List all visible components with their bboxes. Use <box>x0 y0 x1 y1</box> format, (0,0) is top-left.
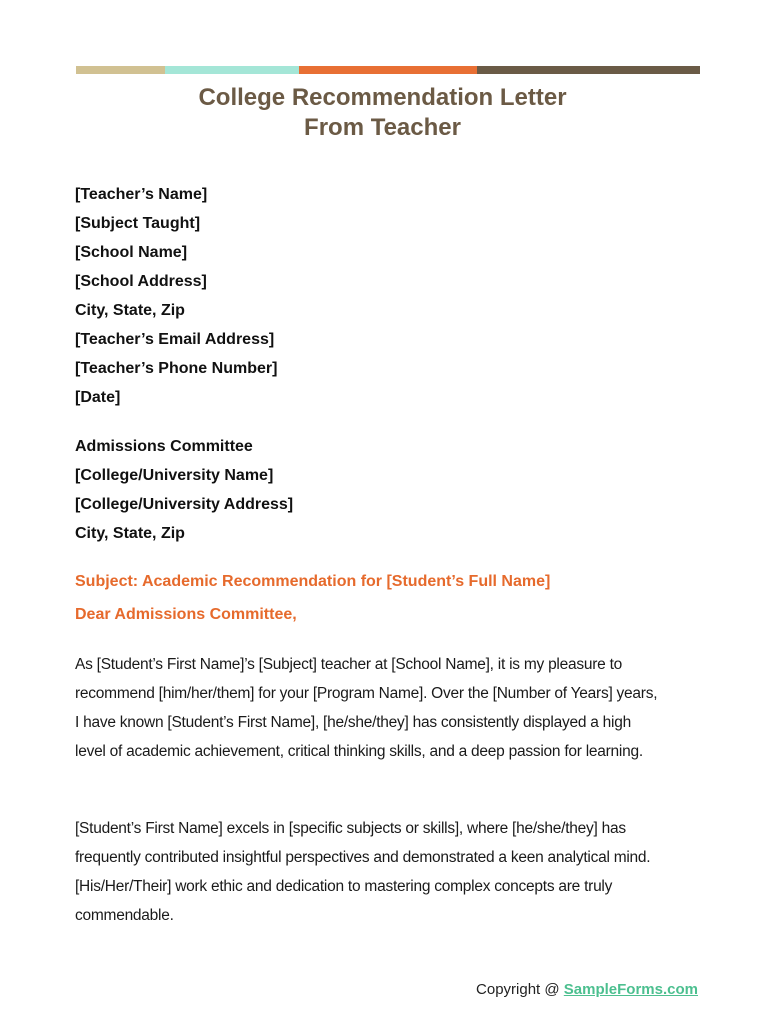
color-bar-segment-tan <box>76 66 165 74</box>
paragraph-line: I have known [Student’s First Name], [he/she/they] has consistently displayed a high <box>75 714 631 731</box>
paragraph-line: level of academic achievement, critical thinking skills, and a deep passion for learning. <box>75 743 643 760</box>
paragraph-line: As [Student’s First Name]’s [Subject] teacher at [School Name], it is my pleasure to <box>75 656 623 673</box>
teacher-name: [Teacher’s Name] <box>75 186 208 203</box>
paragraph-line: recommend [him/her/them] for your [Program Name]. Over the [Number of Years] years, <box>75 685 658 702</box>
paragraph-line: [Student’s First Name] excels in [specific subjects or skills], where [he/she/they] has <box>75 820 626 837</box>
letter-date: [Date] <box>75 389 121 406</box>
subject-line: Subject: Academic Recommendation for [Student’s Full Name] <box>75 573 551 590</box>
decorative-color-bar <box>76 66 700 74</box>
copyright-footer <box>476 979 698 1001</box>
paragraph-line: frequently contributed insightful perspectives and demonstrated a keen analytical mind. <box>75 849 651 866</box>
salutation: Dear Admissions Committee, <box>75 606 297 623</box>
college-name: [College/University Name] <box>75 467 274 484</box>
paragraph-line: [His/Her/Their] work ethic and dedication to mastering complex concepts are truly <box>75 878 613 895</box>
paragraph-line: commendable. <box>75 907 174 924</box>
body-paragraph-2 <box>75 814 705 930</box>
title-line-1: College Recommendation Letter <box>198 84 567 111</box>
sender-city-state-zip: City, State, Zip <box>75 302 185 319</box>
sender-address-block <box>75 180 277 412</box>
school-name: [School Name] <box>75 244 188 261</box>
color-bar-segment-orange <box>299 66 477 74</box>
recipient-address-block <box>75 432 293 548</box>
color-bar-segment-brown <box>477 66 700 74</box>
title-line-2: From Teacher <box>304 114 461 141</box>
sampleforms-link[interactable]: SampleForms.com <box>563 981 698 998</box>
recipient-committee: Admissions Committee <box>75 438 253 455</box>
subject-taught: [Subject Taught] <box>75 215 201 232</box>
teacher-phone: [Teacher’s Phone Number] <box>75 360 278 377</box>
body-paragraph-1 <box>75 650 705 766</box>
school-address: [School Address] <box>75 273 207 290</box>
recipient-city-state-zip: City, State, Zip <box>75 525 185 542</box>
document-title <box>0 83 765 143</box>
color-bar-segment-mint <box>165 66 299 74</box>
college-address: [College/University Address] <box>75 496 294 513</box>
copyright-text: Copyright @ <box>476 981 564 998</box>
teacher-email: [Teacher’s Email Address] <box>75 331 275 348</box>
